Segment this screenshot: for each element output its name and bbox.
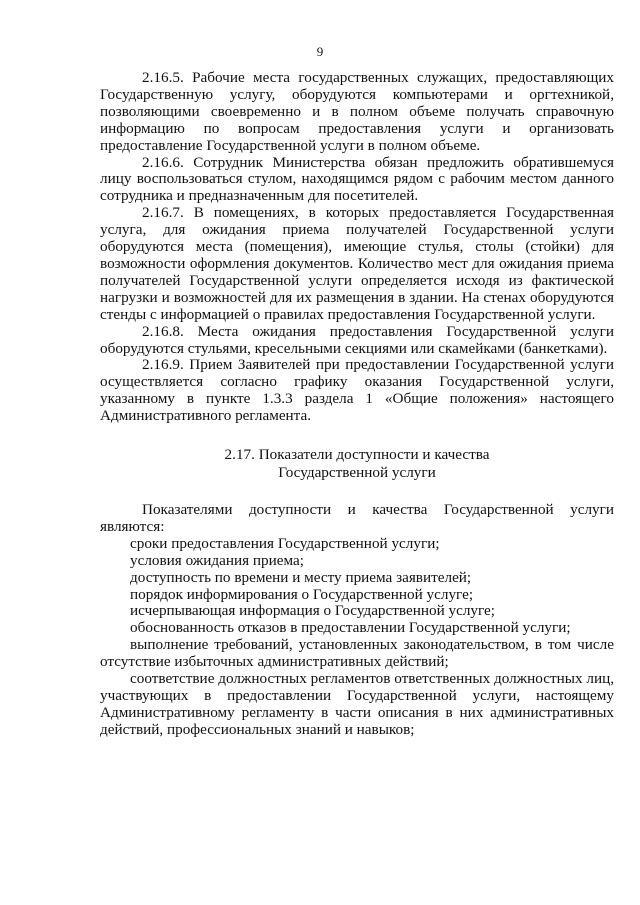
paragraph-2-16-8: 2.16.8. Места ожидания предоставления Государственной услуги оборудуются стульями, кресельными секциями или скамейками (банкетками). <box>100 322 614 357</box>
list-item: выполнение требований, установленных законодательством, в том числе отсутствие избыточных административных действий; <box>100 636 614 671</box>
list-item: порядок информирования о Государственной услуге; <box>130 585 474 603</box>
section-heading-line-1: 2.17. Показатели доступности и качества <box>224 446 490 464</box>
page-content <box>100 70 614 739</box>
section-heading-line-2: Государственной услуги <box>278 464 436 482</box>
paragraph-2-16-7: 2.16.7. В помещениях, в которых предоставляется Государственная услуга, для ожидания приема получателей Государственной услуги оборудуются места (помещения), имеющие стулья, столы (стойки) для возможности оформления документов. Количество мест для ожидания приема получателей Государственной услуги определяется исходя из фактической нагрузки и возможностей для их размещения в здании. На стенах оборудуются стенды с информацией о правилах предоставления Государственной услуги. <box>100 204 614 323</box>
indicators-list <box>100 536 614 739</box>
list-item: соответствие должностных регламентов ответственных должностных лиц, участвующих в предоставлении Государственной услуги, настоящему Административному регламенту в части описания в них административных действий, профессиональных знаний и навыков; <box>100 670 614 738</box>
paragraph-2-16-9: 2.16.9. Прием Заявителей при предоставлении Государственной услуги осуществляется согласно графику оказания Государственной услуги, указанному в пункте 1.3.3 раздела 1 «Общие положения» настоящего Административного регламента. <box>100 356 614 425</box>
list-item: обоснованность отказов в предоставлении Государственной услуги; <box>130 619 571 637</box>
list-item: условия ожидания приема; <box>130 551 304 569</box>
list-item: исчерпывающая информация о Государственной услуге; <box>130 602 496 620</box>
page-number: 9 <box>316 44 324 59</box>
section-intro: Показателями доступности и качества Государственной услуги являются: <box>100 501 614 535</box>
list-item: сроки предоставления Государственной услуги; <box>130 534 440 552</box>
paragraph-2-16-5: 2.16.5. Рабочие места государственных служащих, предоставляющих Государственную услугу, оборудуются компьютерами и оргтехникой, позволяющими своевременно и в полном объеме получать справочную информацию по вопросам предоставления услуги и организовать предоставление Государственной услуги в полном объеме. <box>100 69 614 154</box>
paragraph-2-16-6: 2.16.6. Сотрудник Министерства обязан предложить обратившемуся лицу воспользоваться стулом, находящимся рядом с рабочим местом данного сотрудника и предназначенным для посетителей. <box>100 153 614 205</box>
list-item: доступность по времени и месту приема заявителей; <box>130 568 472 586</box>
section-heading-2-17 <box>100 446 614 482</box>
